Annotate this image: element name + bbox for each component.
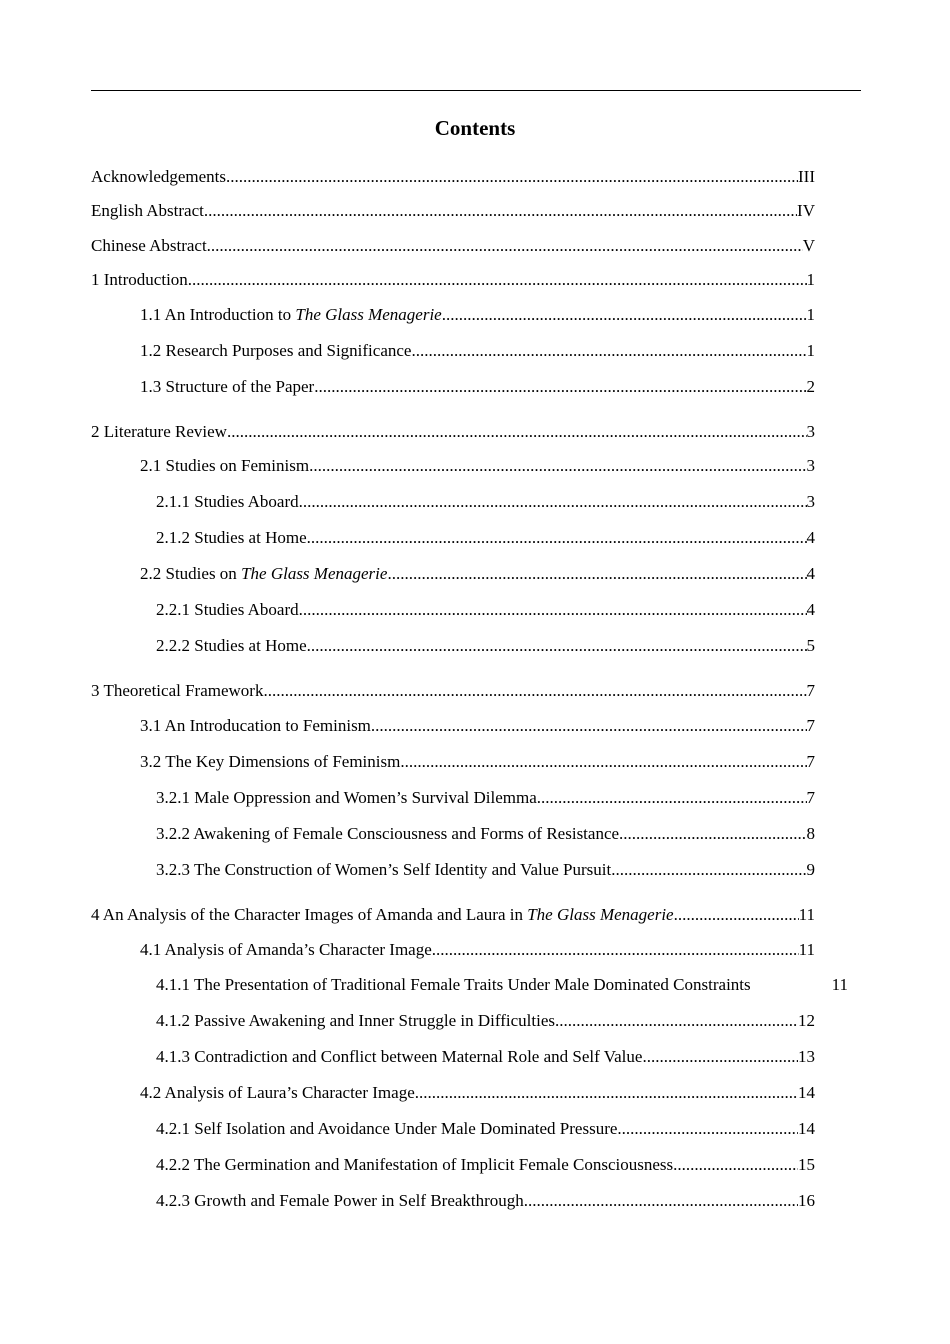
toc-dot-leader — [432, 939, 799, 961]
toc-entry[interactable] — [91, 166, 815, 188]
toc-entry-title: 4.1 Analysis of Amanda’s Character Image — [140, 940, 432, 959]
toc-entry-title: 4.2.1 Self Isolation and Avoidance Under Male Dominated Pressure — [156, 1119, 618, 1138]
toc-entry[interactable] — [156, 599, 815, 621]
toc-entry-title: 1.2 Research Purposes and Significance — [140, 341, 412, 360]
toc-dot-leader — [611, 859, 806, 881]
header-rule — [91, 90, 861, 91]
toc-entry[interactable] — [156, 1046, 815, 1068]
toc-entry[interactable] — [156, 974, 848, 996]
toc-entry-title: Chinese Abstract — [91, 236, 207, 255]
toc-entry[interactable] — [156, 823, 815, 845]
toc-entry-title: 4.1.3 Contradiction and Conflict between Maternal Role and Self Value — [156, 1047, 643, 1066]
toc-dot-leader — [226, 166, 798, 188]
toc-page-number: 7 — [806, 752, 815, 771]
toc-entry-title: 4 An Analysis of the Character Images of Amanda and Laura in The Glass Menagerie — [91, 905, 674, 924]
toc-dot-leader — [188, 269, 807, 291]
toc-entry[interactable] — [156, 1010, 815, 1032]
toc-page-number: 8 — [806, 824, 815, 843]
toc-entry-title: 1.3 Structure of the Paper — [140, 377, 315, 396]
toc-entry-italic-title: The Glass Menagerie — [241, 564, 388, 583]
toc-dot-leader — [673, 1154, 798, 1176]
toc-dot-leader — [617, 1118, 798, 1140]
toc-entry[interactable] — [140, 340, 815, 362]
toc-entry[interactable] — [156, 1154, 815, 1176]
toc-entry-italic-title: The Glass Menagerie — [527, 905, 674, 924]
toc-entry[interactable] — [91, 269, 815, 291]
toc-entry-title: 1.1 An Introduction to The Glass Menagerie — [140, 305, 442, 324]
toc-dot-leader — [642, 1046, 798, 1068]
toc-dot-leader — [263, 680, 806, 702]
page-title: Contents — [434, 116, 516, 140]
toc-entry[interactable] — [140, 563, 815, 585]
toc-entry[interactable] — [91, 904, 815, 926]
toc-dot-leader — [309, 455, 806, 477]
toc-entry[interactable] — [156, 527, 815, 549]
toc-dot-leader — [307, 635, 807, 657]
toc-page-number: 13 — [798, 1047, 815, 1066]
toc-dot-leader — [555, 1010, 798, 1032]
toc-entry[interactable] — [140, 455, 815, 477]
toc-entry-title: 3.1 An Introducation to Feminism — [140, 716, 371, 735]
toc-dot-leader — [411, 340, 806, 362]
toc-entry[interactable] — [140, 715, 815, 737]
toc-page-number: 3 — [806, 492, 815, 511]
toc-page-number: III — [798, 167, 815, 186]
toc-page-number: IV — [797, 201, 815, 220]
toc-entry-title: 3.2.1 Male Oppression and Women’s Survival Dilemma — [156, 788, 537, 807]
toc-dot-leader — [524, 1190, 798, 1212]
toc-entry-title: 2.1.1 Studies Aboard — [156, 492, 299, 511]
toc-page-number: 11 — [831, 975, 848, 994]
toc-page-number: 1 — [806, 270, 815, 289]
toc-page-number: 12 — [798, 1011, 815, 1030]
toc-page-number: 14 — [798, 1083, 815, 1102]
toc-dot-leader — [674, 904, 799, 926]
toc-page-number: 7 — [806, 681, 815, 700]
toc-dot-leader — [400, 751, 806, 773]
toc-entry-title: 4.2.3 Growth and Female Power in Self Breakthrough — [156, 1191, 524, 1210]
toc-page-number: 2 — [806, 377, 815, 396]
toc-dot-leader — [619, 823, 806, 845]
toc-dot-leader — [442, 304, 807, 326]
toc-entry-title: 3.2 The Key Dimensions of Feminism — [140, 752, 401, 771]
toc-page-number: 1 — [806, 341, 815, 360]
toc-page-number: 14 — [798, 1119, 815, 1138]
toc-entry[interactable] — [156, 1190, 815, 1212]
toc-entry-title: 2 Literature Review — [91, 422, 227, 441]
toc-page-number: 3 — [806, 422, 815, 441]
toc-entry-title: 4.1.2 Passive Awakening and Inner Struggle in Difficulties — [156, 1011, 555, 1030]
toc-entry[interactable] — [140, 939, 815, 961]
toc-page-number: 7 — [806, 716, 815, 735]
toc-entry-title: 4.2 Analysis of Laura’s Character Image — [140, 1083, 415, 1102]
toc-dot-leader — [371, 715, 807, 737]
toc-entry[interactable] — [140, 304, 815, 326]
toc-page-number: V — [802, 236, 815, 255]
toc-entry-title: 3.2.3 The Construction of Women’s Self Identity and Value Pursuit — [156, 860, 612, 879]
toc-dot-leader — [207, 235, 803, 257]
toc-dot-leader — [387, 563, 806, 585]
toc-entry-italic-title: The Glass Menagerie — [295, 305, 442, 324]
toc-entry[interactable] — [91, 235, 815, 257]
toc-entry[interactable] — [156, 635, 815, 657]
toc-dot-leader — [299, 599, 807, 621]
toc-entry-title: English Abstract — [91, 201, 204, 220]
toc-entry[interactable] — [156, 787, 815, 809]
toc-page-number: 4 — [806, 600, 815, 619]
toc-entry-title: 1 Introduction — [91, 270, 188, 289]
toc-entry-title: 4.1.1 The Presentation of Traditional Female Traits Under Male Dominated Constraints — [156, 975, 751, 994]
toc-entry[interactable] — [140, 376, 815, 398]
toc-page-number: 16 — [798, 1191, 815, 1210]
toc-dot-leader — [537, 787, 807, 809]
toc-page-number: 4 — [806, 564, 815, 583]
toc-page-number: 5 — [806, 636, 815, 655]
toc-page-number: 7 — [806, 788, 815, 807]
toc-page-number: 11 — [798, 940, 815, 959]
toc-entry-title: 4.2.2 The Germination and Manifestation of Implicit Female Consciousness — [156, 1155, 674, 1174]
toc-entry[interactable] — [91, 200, 815, 222]
toc-entry-title: 2.2 Studies on The Glass Menagerie — [140, 564, 388, 583]
toc-entry[interactable] — [156, 859, 815, 881]
toc-entry[interactable] — [140, 1082, 815, 1104]
toc-entry[interactable] — [91, 421, 815, 443]
toc-dot-leader — [307, 527, 807, 549]
toc-entry-title: 3.2.2 Awakening of Female Consciousness and Forms of Resistance — [156, 824, 620, 843]
toc-entry[interactable] — [140, 751, 815, 773]
toc-dot-leader — [415, 1082, 798, 1104]
toc-page-number: 4 — [806, 528, 815, 547]
toc-entry-title: Acknowledgements — [91, 167, 227, 186]
toc-page-number: 3 — [806, 456, 815, 475]
toc-dot-leader — [314, 376, 806, 398]
toc-entry-title: 3 Theoretical Framework — [91, 681, 264, 700]
toc-entry[interactable] — [156, 491, 815, 513]
toc-page-number: 9 — [806, 860, 815, 879]
toc-dot-leader — [204, 200, 797, 222]
toc-entry-title: 2.1.2 Studies at Home — [156, 528, 307, 547]
toc-dot-leader — [227, 421, 807, 443]
toc-entry-title: 2.1 Studies on Feminism — [140, 456, 310, 475]
toc-dot-leader — [299, 491, 807, 513]
toc-page-number: 11 — [798, 905, 815, 924]
toc-entry-title: 2.2.2 Studies at Home — [156, 636, 307, 655]
toc-entry-title: 2.2.1 Studies Aboard — [156, 600, 299, 619]
toc-entry[interactable] — [91, 680, 815, 702]
toc-page-number: 1 — [806, 305, 815, 324]
toc-page-number: 15 — [798, 1155, 815, 1174]
toc-entry[interactable] — [156, 1118, 815, 1140]
